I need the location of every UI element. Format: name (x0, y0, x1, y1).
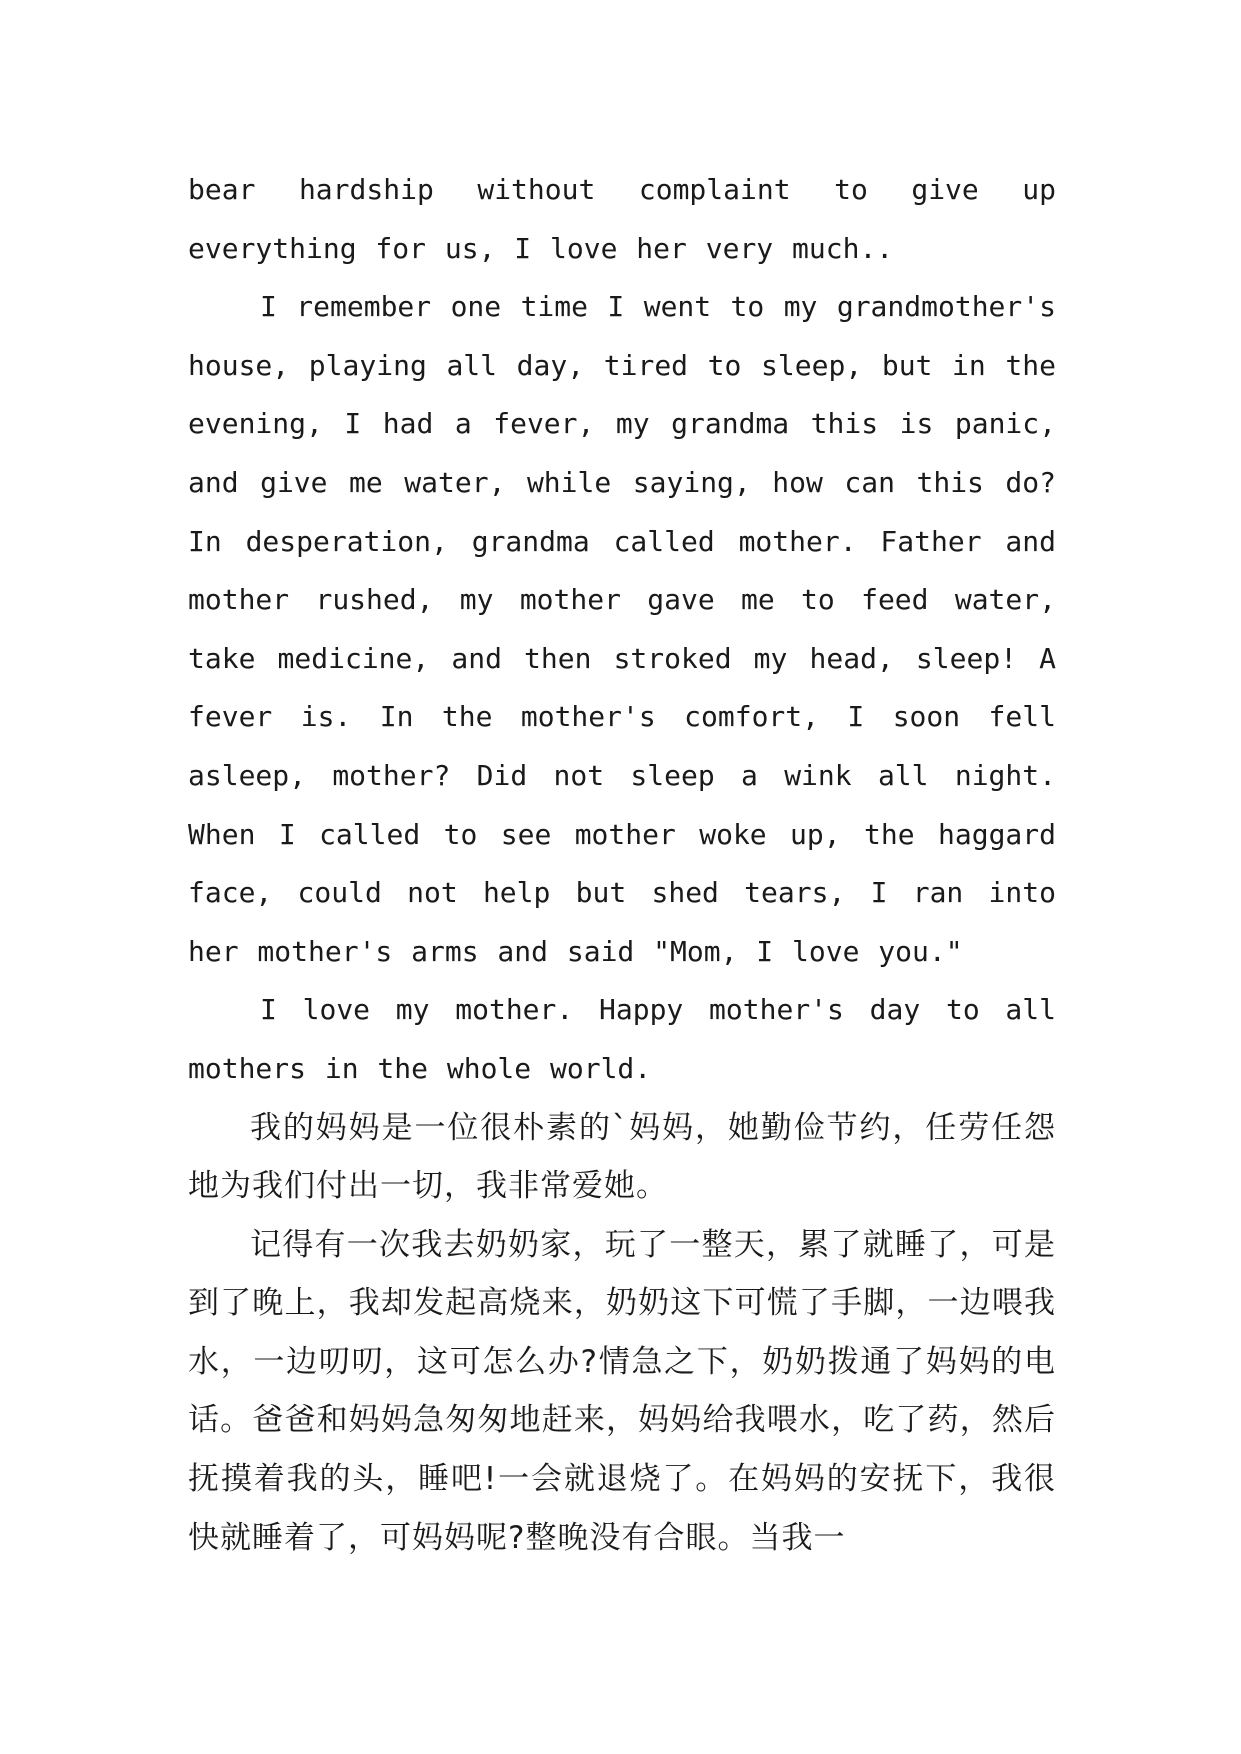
english-paragraph-3: I love my mother. Happy mother's day to all mothers in the whole world. (188, 993, 1056, 1085)
chinese-paragraph-2: 记得有一次我去奶奶家，玩了一整天，累了就睡了，可是到了晚上，我却发起高烧来，奶奶这下可慌了手脚，一边喂我水，一边叨叨，这可怎么办?情急之下，奶奶拨通了妈妈的电话。爸爸和妈妈急匆匆地赶来，妈妈给我喂水，吃了药，然后抚摸着我的头，睡吧!一会就退烧了。在妈妈的安抚下，我很快就睡着了，可妈妈呢?整晚没有合眼。当我一 (188, 1226, 1056, 1556)
document-page (188, 161, 1056, 1567)
chinese-paragraph-1: 我的妈妈是一位很朴素的`妈妈，她勤俭节约，任劳任怨地为我们付出一切，我非常爱她。 (188, 1109, 1056, 1205)
english-paragraph-2: I remember one time I went to my grandmother's house, playing all day, tired to sleep, but in the evening, I had a fever, my grandma this is panic, and give me water, while saying, how can this do? In desperation, grandma called mother. Father and mother rushed, my mother gave me to feed water, take medicine, and then stroked my head, sleep! A fever is. In the mother's comfort, I soon fell asleep, mother? Did not sleep a wink all night. When I called to see mother woke up, the haggard face, could not help but shed tears, I ran into her mother's arms and said "Mom, I love you." (188, 290, 1056, 968)
english-paragraph-1: bear hardship without complaint to give up everything for us, I love her very much.. (188, 173, 1056, 265)
